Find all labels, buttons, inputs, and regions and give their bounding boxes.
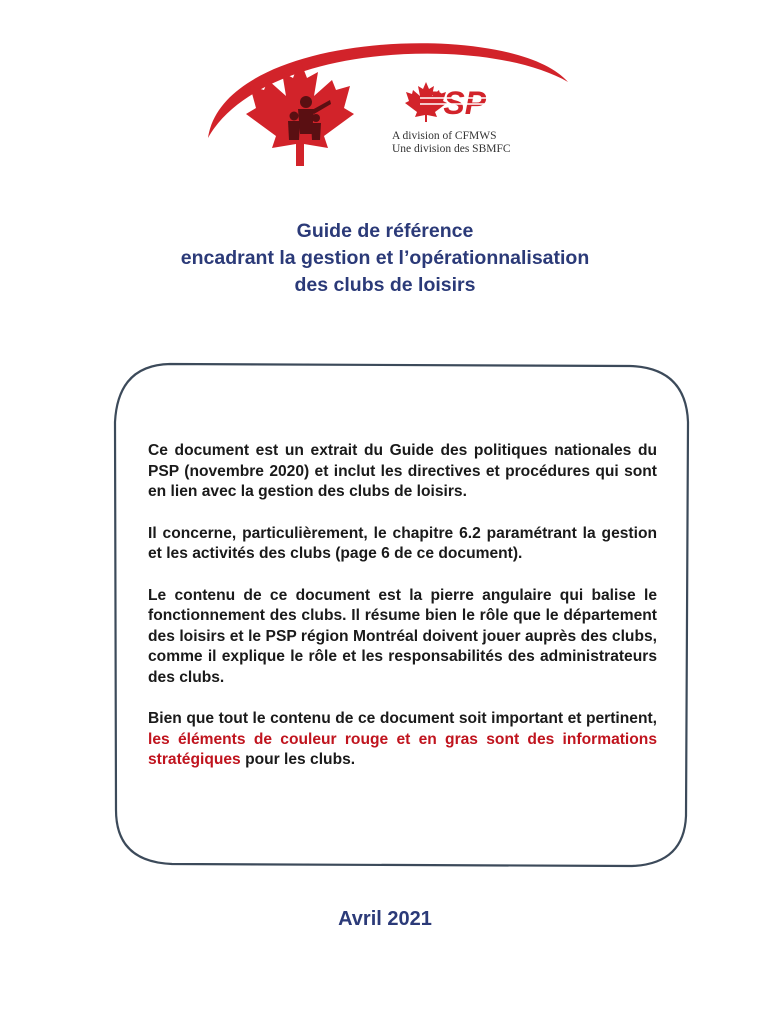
paragraph-3: Le contenu de ce document est la pierre angulaire qui balise le fonctionnement des clubs. Il résume bien le rôle que le département des loisirs et le PSP région Montréal doivent jouer auprès des clubs, comme il explique le rôle et les responsabilités des administrateurs des clubs. [148, 586, 657, 686]
division-fr: Une division des SBMFC [392, 143, 511, 155]
paragraph-2: Il concerne, particulièrement, le chapitre 6.2 paramétrant la gestion et les activités des clubs (page 6 de ce document). [148, 524, 657, 562]
division-caption [392, 130, 511, 156]
document-date: Avril 2021 [338, 908, 432, 930]
psp-cfmws-logo [200, 30, 580, 170]
paragraph-4-start: Bien que tout le contenu de ce document soit important et pertinent, [148, 710, 657, 727]
division-en: A division of CFMWS [392, 130, 497, 142]
title-line-2: encadrant la gestion et l’opérationnalisation [180, 247, 590, 269]
title-line-1: Guide de référence [296, 220, 474, 242]
strategic-info-highlight: les éléments de couleur rouge et en gras sont des informations stratégiques [148, 730, 657, 768]
paragraph-1: Ce document est un extrait du Guide des politiques nationales du PSP (novembre 2020) et inclut les directives et procédures qui sont en lien avec la gestion des clubs de loisirs. [148, 442, 657, 500]
paragraph-4-end: pour les clubs. [240, 751, 356, 768]
summary-box-text [148, 441, 657, 792]
title-line-3: des clubs de loisirs [294, 274, 476, 296]
document-title [0, 218, 770, 299]
paragraph-4 [148, 709, 657, 771]
psp-wordmark: PSP [422, 85, 487, 121]
